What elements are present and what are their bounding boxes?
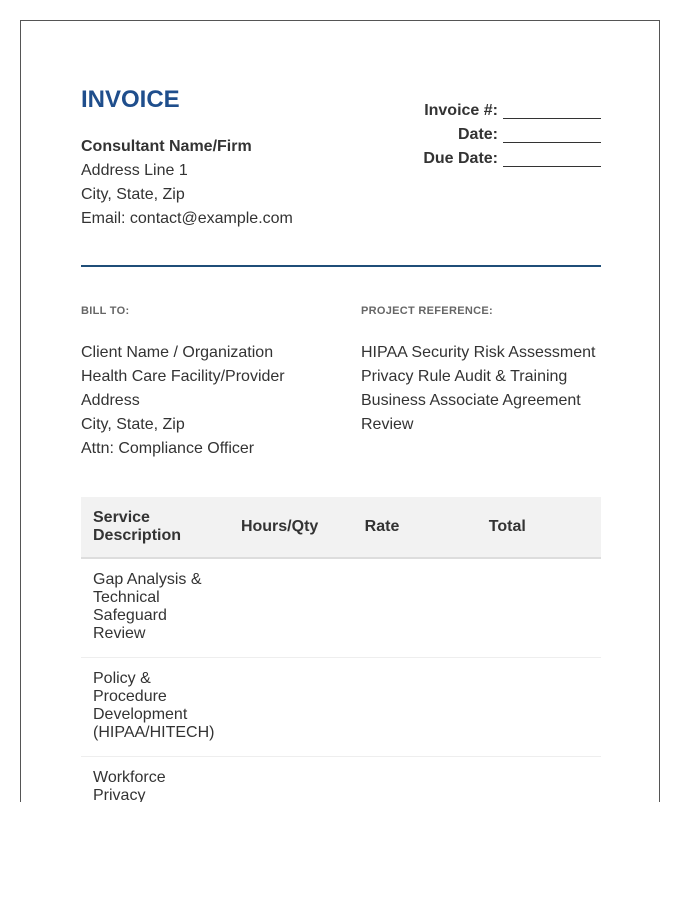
consultant-address: Address Line 1 xyxy=(81,162,188,179)
total-cell xyxy=(477,658,601,757)
header-divider xyxy=(81,265,601,267)
header-service-description: Service Description xyxy=(81,497,229,558)
invoice-number-field[interactable] xyxy=(503,104,601,119)
project-reference-line: HIPAA Security Risk Assessment xyxy=(361,344,596,361)
consultant-email: Email: contact@example.com xyxy=(81,210,293,227)
invoice-date-label: Date: xyxy=(457,126,498,143)
table-row xyxy=(81,558,601,658)
total-cell xyxy=(477,558,601,658)
invoice-number-row xyxy=(423,99,601,123)
header-rate: Rate xyxy=(353,497,477,558)
due-date-label: Due Date: xyxy=(423,150,498,167)
hours-cell xyxy=(229,658,353,757)
table-row xyxy=(81,757,601,803)
invoice-number-label: Invoice #: xyxy=(424,102,498,119)
service-description-cell: Policy & Procedure Development (HIPAA/HITECH) xyxy=(81,658,229,757)
bill-to-line: Attn: Compliance Officer xyxy=(81,440,255,457)
bill-to-line: Address xyxy=(81,392,140,409)
invoice-date-row xyxy=(423,123,601,147)
invoice-page xyxy=(20,20,660,802)
bill-to-section xyxy=(81,299,341,461)
table-row xyxy=(81,658,601,757)
hours-cell xyxy=(229,558,353,658)
due-date-field[interactable] xyxy=(503,152,601,167)
bill-to-line: City, State, Zip xyxy=(81,416,185,433)
service-description-cell: Gap Analysis & Technical Safeguard Review xyxy=(81,558,229,658)
invoice-title: INVOICE xyxy=(81,86,180,113)
due-date-row xyxy=(423,147,601,171)
services-table xyxy=(81,497,601,802)
invoice-meta xyxy=(423,99,601,171)
consultant-info xyxy=(81,135,293,231)
project-reference-line: Business Associate Agreement xyxy=(361,392,581,409)
bill-to-line: Health Care Facility/Provider xyxy=(81,368,285,385)
table-header-row xyxy=(81,497,601,558)
bill-to-line: Client Name / Organization xyxy=(81,344,274,361)
project-reference-line: Privacy Rule Audit & Training xyxy=(361,368,568,385)
total-cell xyxy=(477,757,601,803)
rate-cell xyxy=(353,558,477,658)
consultant-name: Consultant Name/Firm xyxy=(81,138,252,155)
header-hours-qty: Hours/Qty xyxy=(229,497,353,558)
consultant-city-state-zip: City, State, Zip xyxy=(81,186,185,203)
rate-cell xyxy=(353,757,477,803)
rate-cell xyxy=(353,658,477,757)
service-description-cell: Workforce Privacy xyxy=(81,757,229,803)
header-total: Total xyxy=(477,497,601,558)
bill-to-label: BILL TO: xyxy=(81,305,130,317)
project-reference-section xyxy=(361,299,621,437)
project-reference-label: PROJECT REFERENCE: xyxy=(361,305,493,317)
invoice-date-field[interactable] xyxy=(503,128,601,143)
hours-cell xyxy=(229,757,353,803)
project-reference-line: Review xyxy=(361,416,414,433)
